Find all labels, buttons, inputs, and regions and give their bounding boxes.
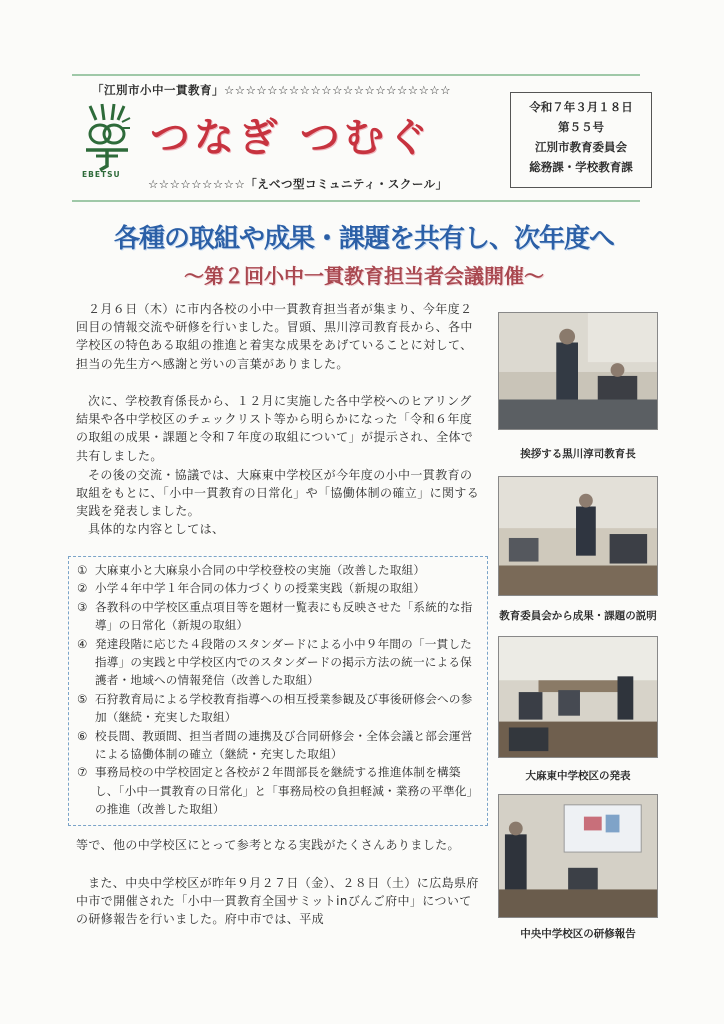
ebetsu-logo bbox=[78, 100, 136, 180]
photo-superintendent-greeting bbox=[498, 312, 658, 430]
header-bottom-rule bbox=[72, 200, 640, 202]
photo-caption: 中央中学校区の研修報告 bbox=[520, 928, 636, 940]
newsletter-subtitle: ☆☆☆☆☆☆☆☆☆「えべつ型コミュニティ・スクール」 bbox=[148, 177, 448, 191]
list-item-number: ⑦ bbox=[77, 765, 88, 780]
photo-chuo-training-report bbox=[498, 794, 658, 918]
issue-number: 第５５号 bbox=[558, 120, 604, 134]
meeting-photo-icon bbox=[499, 313, 657, 429]
list-item bbox=[77, 579, 481, 597]
list-item bbox=[77, 561, 481, 579]
paragraph: また、中央中学校区が昨年９月２７日（金）、２８日（土）に広島県府中市で開催された「小中一貫教育全国サミットinびんご府中」についての研修報告を行いました。府中市では、平成 bbox=[76, 876, 479, 927]
photo-caption: 教育委員会から成果・課題の説明 bbox=[499, 610, 657, 622]
list-item bbox=[77, 727, 481, 764]
list-item-text: 石狩教育局による学校教育指導への相互授業参観及び事後研修会への参加（継続・充実した取組） bbox=[95, 691, 473, 725]
paragraph: その後の交流・協議では、大麻東中学校区が今年度の小中一貫教育の取組をもとに、「小中一貫教育の日常化」や「協働体制の確立」に関する実践を発表しました。 bbox=[76, 468, 480, 519]
meeting-photo-icon bbox=[499, 637, 657, 757]
department: 総務課・学校教育課 bbox=[529, 160, 633, 174]
list-item bbox=[77, 763, 481, 818]
list-item-text: 大麻東小と大麻泉小合同の中学校登校の実施（改善した取組） bbox=[95, 563, 426, 577]
photo-board-explanation bbox=[498, 476, 658, 596]
publisher: 江別市教育委員会 bbox=[535, 140, 627, 154]
list-item-number: ④ bbox=[77, 636, 88, 651]
list-item-text: 各教科の中学校区重点項目等を題材一覧表にも反映させた「系統的な指導」の日常化（新規の取組） bbox=[95, 599, 473, 633]
issue-info-box bbox=[510, 92, 652, 188]
headline: 各種の取組や成果・課題を共有し、次年度へ bbox=[113, 224, 614, 254]
meeting-photo-icon bbox=[499, 795, 657, 917]
list-item bbox=[77, 635, 481, 690]
paragraph: 等で、他の中学校区にとって参考となる実践がたくさんありました。 bbox=[76, 838, 460, 852]
logo-mark-icon bbox=[78, 100, 136, 180]
list-item-text: 事務局校の中学校固定と各校が２年間部長を継続する推進体制を構築し、「小中一貫教育の日常化」と「事務局校の負担軽減・業務の平準化」の推進（改善した取組） bbox=[95, 765, 479, 817]
photo-omagari-presentation bbox=[498, 636, 658, 758]
list-item-text: 校長間、教頭間、担当者間の連携及び合同研修会・全体会議と部会運営による協働体制の確立（継続・充実した取組） bbox=[95, 728, 473, 762]
subheadline: ～第２回小中一貫教育担当者会議開催～ bbox=[184, 264, 544, 288]
list-item-number: ⑥ bbox=[77, 728, 88, 743]
list-item-number: ① bbox=[77, 563, 88, 577]
list-item-text: 発達段階に応じた４段階のスタンダードによる小中９年間の「一貫した指導」の実践と中学校区内でのスタンダードの掲示方法の統一による保護者・地域への情報発信（改善した取組） bbox=[95, 636, 472, 688]
paragraph: 具体的な内容としては、 bbox=[88, 522, 225, 536]
series-label: 「江別市小中一貫教育」☆☆☆☆☆☆☆☆☆☆☆☆☆☆☆☆☆☆☆☆☆ bbox=[92, 83, 451, 97]
header-top-rule bbox=[72, 74, 640, 76]
initiatives-list bbox=[68, 556, 488, 826]
photo-caption: 挨拶する黒川淳司教育長 bbox=[520, 448, 636, 460]
list-item-text: 小学４年中学１年合同の体力づくりの授業実践（新規の取組） bbox=[95, 581, 426, 596]
issue-date: 令和７年３月１８日 bbox=[529, 100, 633, 114]
list-item-number: ③ bbox=[77, 599, 88, 614]
logo-text: EBETSU bbox=[82, 170, 121, 179]
list-item bbox=[77, 690, 481, 727]
meeting-photo-icon bbox=[499, 477, 657, 595]
newsletter-title: つなぎ つむぐ bbox=[150, 115, 432, 161]
paragraph: 次に、学校教育係長から、１２月に実施した各中学校へのヒアリング結果や各中学校区のチェックリスト等から明らかになった「令和６年度の取組の成果・課題と令和７年度の取組について」が提示され、全体で共有しました。 bbox=[76, 394, 474, 463]
paragraph: ２月６日（木）に市内各校の小中一貫教育担当者が集まり、今年度２回目の情報交流や研修を行いました。冒頭、黒川淳司教育長から、各中学校区の特色ある取組の推進と着実な成果をあげていることに対して、担当の先生方へ感謝と労いの言葉がありました。 bbox=[76, 302, 473, 371]
list-item bbox=[77, 598, 481, 635]
list-item-number: ② bbox=[77, 581, 88, 596]
photo-caption: 大麻東中学校区の発表 bbox=[525, 770, 631, 782]
list-item-number: ⑤ bbox=[77, 691, 88, 706]
